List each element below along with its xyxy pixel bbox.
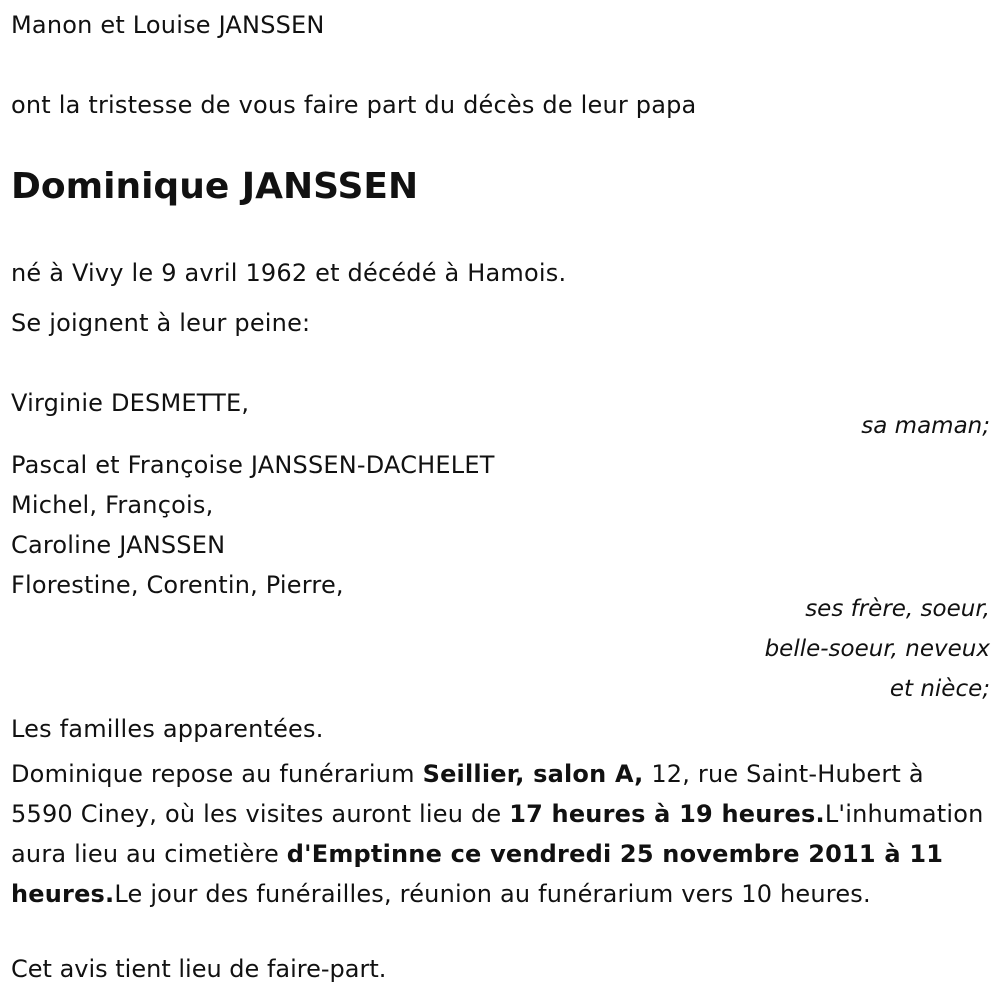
joining-text: Se joignent à leur peine: <box>11 309 311 337</box>
arrangements-text: 12, rue Saint-Hubert à 5590 Ciney, où les visites auront lieu de <box>11 760 924 828</box>
arrangements-visit-hours: 17 heures à 19 heures. <box>509 800 825 828</box>
birth-death-info: né à Vivy le 9 avril 1962 et décédé à Hamois. <box>11 259 567 287</box>
sibling-line: Michel, François, <box>11 491 214 519</box>
sibling-line: Pascal et Françoise JANSSEN-DACHELET <box>11 451 495 479</box>
footer-note: Cet avis tient lieu de faire-part. <box>11 955 387 983</box>
arrangements-paragraph <box>11 754 986 914</box>
relatives-text: Les familles apparentées. <box>11 715 324 743</box>
arrangements-text: L'inhumation aura lieu au cimetière <box>11 800 984 868</box>
arrangements-venue: Seillier, salon A, <box>422 760 644 788</box>
arrangements-burial-date: d'Emptinne ce vendredi 25 novembre 2011 à 11 heures. <box>11 840 944 908</box>
deceased-name: Dominique JANSSEN <box>11 166 419 207</box>
announcement: ont la tristesse de vous faire part du décès de leur papa <box>11 91 697 119</box>
arrangements-text: Le jour des funérailles, réunion au funérarium vers 10 heures. <box>114 880 871 908</box>
mother-relation: sa maman; <box>861 413 990 439</box>
sibling-line: Florestine, Corentin, Pierre, <box>11 571 344 599</box>
announcers: Manon et Louise JANSSEN <box>11 11 325 39</box>
sibling-line: Caroline JANSSEN <box>11 531 226 559</box>
siblings-relation-line: belle-soeur, neveux <box>764 636 990 662</box>
siblings-relation-line: ses frère, soeur, <box>805 596 990 622</box>
siblings-relation-line: et nièce; <box>889 676 990 702</box>
mother-name: Virginie DESMETTE, <box>11 389 250 417</box>
arrangements-text: Dominique repose au funérarium <box>11 760 423 788</box>
